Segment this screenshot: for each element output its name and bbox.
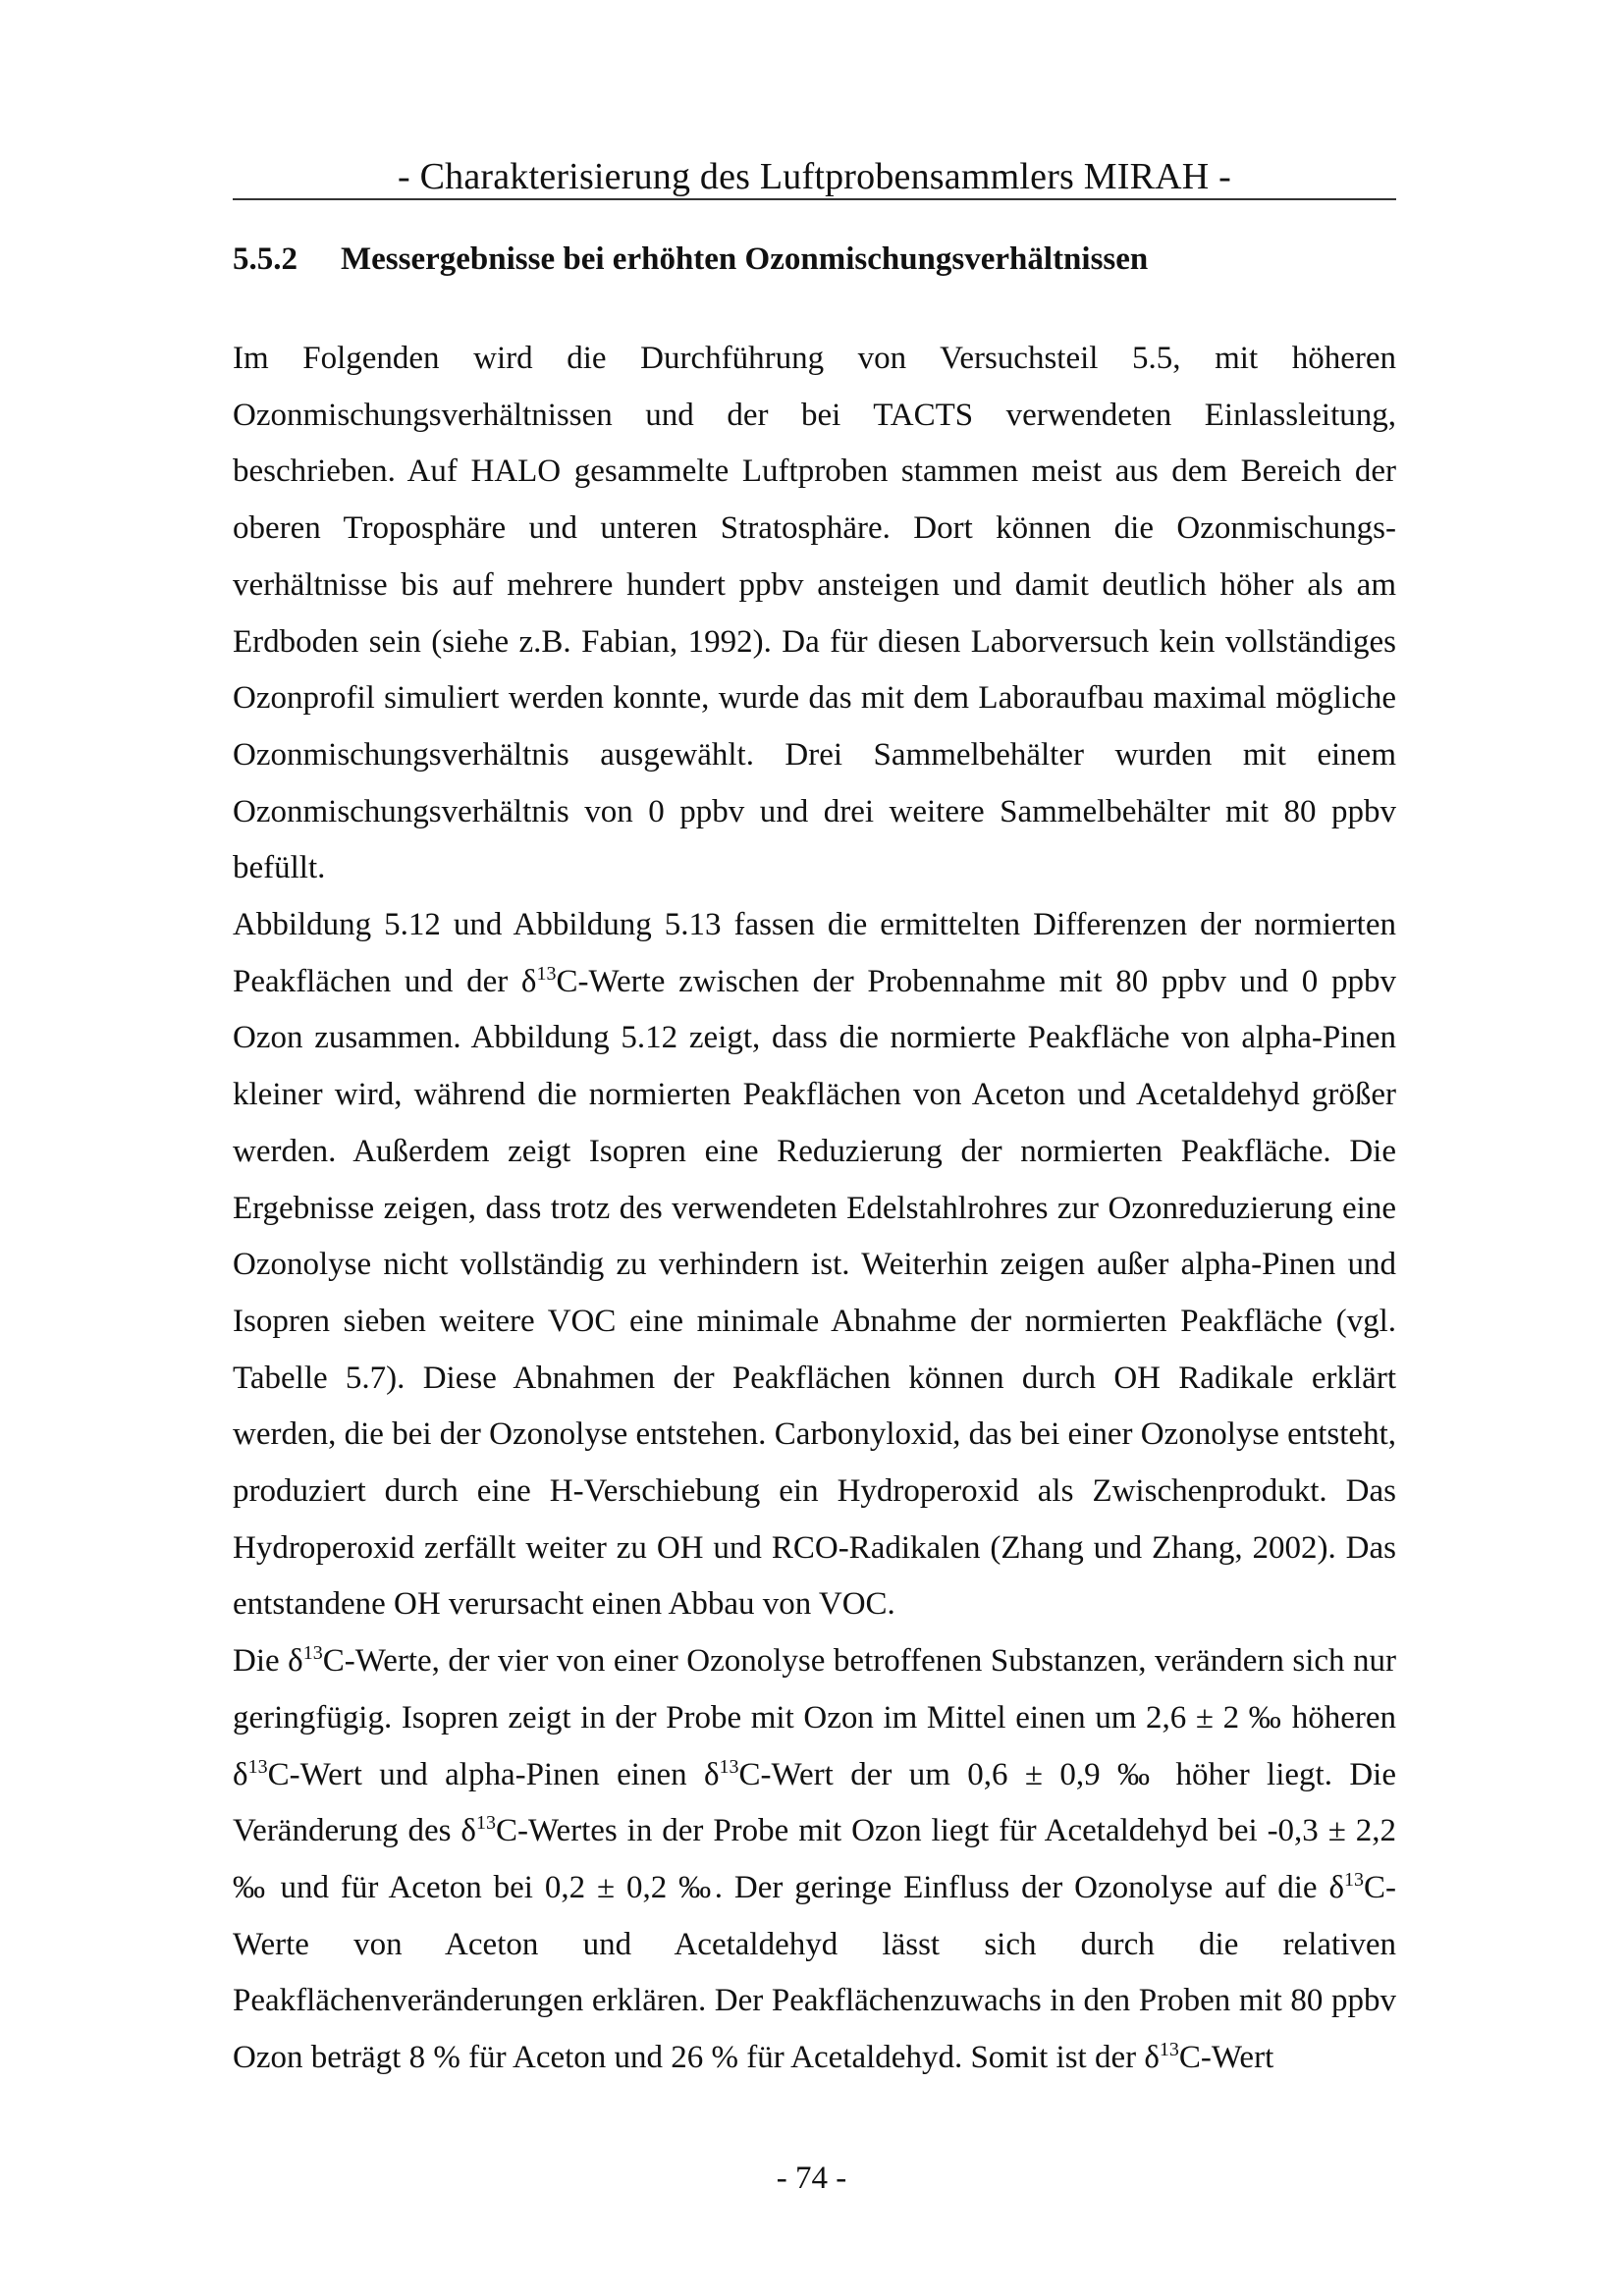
paragraph-2-text: C-Werte zwischen der Probennahme mit 80 ppbv und 0 ppbv Ozon zusammen. Abbildung 5.12 zeigt, dass die normierte Peakfläche von alpha-Pinen kleiner wird, während die normierten Peakflächen von Aceton und Acetaldehyd größer werden. Außerdem zeigt Isopren eine Reduzierung der normierten Peakfläche. Die Ergebnisse zeigen, dass trotz des verwendeten Edelstahlrohres zur Ozonreduzierung eine Ozonolyse nicht vollständig zu verhindern ist. Weiterhin zeigen außer alpha-Pinen und Isopren sieben weitere VOC eine minimale Abnahme der normierten Peakfläche (vgl. Tabelle 5.7). Diese Abnahmen der Peakflächen können durch OH Radikale erklärt werden, die bei der Ozonolyse entstehen. Carbonyloxid, das bei einer Ozonolyse entsteht, produziert durch eine H-Verschiebung ein Hydroperoxid als Zwischenprodukt. Das Hydroperoxid zerfällt weiter zu OH und RCO-Radikalen (Zhang und Zhang, 2002). Das entstandene OH verursacht einen Abbau von VOC. (233, 963, 1396, 1623)
section-title: Messergebnisse bei erhöhten Ozonmischungsverhältnissen (341, 241, 1149, 277)
paragraph-2-text: Abbildung 5.12 und Abbildung 5.13 fassen die ermittelten Differenzen der normierten Peakflächen und der δ (233, 907, 1396, 999)
section-heading (233, 238, 1396, 281)
paragraph-3-text: C-Wert (1178, 2040, 1274, 2076)
paragraph-3-text: C-Werte, der vier von einer Ozonolyse betroffenen Substanzen, verändern sich nur geringfügig. Isopren zeigt in der Probe mit Ozon im Mittel einen um 2,6 ± 2 ‰ höheren δ (233, 1643, 1396, 1792)
superscript-13: 13 (1344, 1868, 1364, 1891)
superscript-13: 13 (719, 1755, 739, 1778)
superscript-13: 13 (536, 962, 557, 985)
body-text (233, 331, 1396, 2087)
paragraph-3-text: C-Wert der um 0,6 ± 0,9 ‰ höher liegt. Die Veränderung des δ (233, 1756, 1396, 1849)
paragraph-2 (233, 897, 1396, 1633)
header-rule (233, 198, 1396, 200)
paragraph-3 (233, 1633, 1396, 2087)
paragraph-3-text: Die δ (233, 1643, 303, 1680)
superscript-13: 13 (1159, 2039, 1179, 2061)
paragraph-3-text: C-Wertes in der Probe mit Ozon liegt für Acetaldehyd bei -0,3 ± 2,2 ‰ und für Aceton bei 0,2 ± 0,2 ‰. Der geringe Einfluss der Ozonolyse auf die δ (233, 1813, 1396, 1905)
superscript-13: 13 (475, 1812, 496, 1835)
paragraph-1: Im Folgenden wird die Durchführung von Versuchsteil 5.5, mit höheren Ozonmischungsverhältnissen und der bei TACTS verwendeten Einlassleitung, beschrieben. Auf HALO gesammelte Luftproben stammen meist aus dem Bereich der oberen Troposphäre und unteren Stratosphäre. Dort können die Ozonmischungs-verhältnisse bis auf mehrere hundert ppbv ansteigen und damit deutlich höher als am Erdboden sein (siehe z.B. Fabian, 1992). Da für diesen Laborversuch kein vollständiges Ozonprofil simuliert werden konnte, wurde das mit dem Laboraufbau maximal mögliche Ozonmischungsverhältnis ausgewählt. Drei Sammelbehälter wurden mit einem Ozonmischungsverhältnis von 0 ppbv und drei weitere Sammelbehälter mit 80 ppbv befüllt. (233, 341, 1396, 886)
superscript-13: 13 (302, 1642, 323, 1665)
section-number: 5.5.2 (233, 241, 298, 277)
running-header: - Charakterisierung des Luftprobensammlers MIRAH - (398, 156, 1231, 197)
paragraph-3-text: C-Wert und alpha-Pinen einen δ (267, 1756, 720, 1792)
paragraph-3-text: C-Werte von Aceton und Acetaldehyd lässt sich durch die relativen Peakflächenveränderungen erklären. Der Peakflächenzuwachs in den Proben mit 80 ppbv Ozon beträgt 8 % für Aceton und 26 % für Acetaldehyd. Somit ist der δ (233, 1869, 1396, 2076)
page-number: - 74 - (776, 2161, 847, 2196)
superscript-13: 13 (247, 1755, 268, 1778)
